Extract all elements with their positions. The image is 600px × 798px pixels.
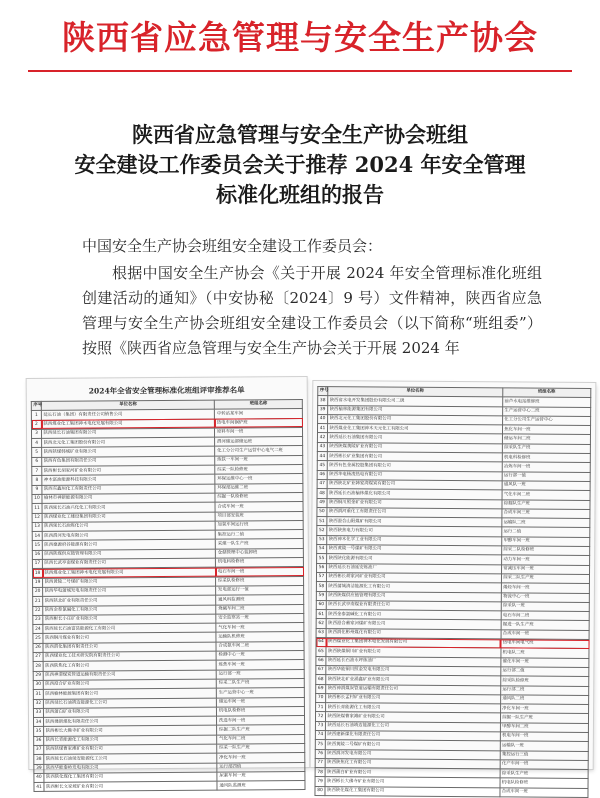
- row-team-name: 综采队生产班: [502, 444, 590, 454]
- header-no: 序号: [318, 387, 328, 396]
- row-number: 60: [316, 600, 326, 609]
- row-unit-name: 陕西彬长孟村矿业有限公司: [326, 693, 501, 704]
- row-unit-name: 陕西澄合董家河煤矿有限公司: [326, 619, 501, 630]
- row-unit-name: 陕西渭河发电有限公司: [325, 749, 500, 760]
- row-number: 32: [33, 699, 43, 708]
- row-team-name: 前芦水电站维修班: [502, 397, 590, 407]
- table-body-right: [315, 396, 591, 798]
- row-unit-name: 陕西延长石油集团有限公司: [41, 428, 214, 439]
- row-unit-name: 陕西陕化煤化工集团有限公司: [325, 786, 500, 797]
- row-number: 68: [316, 675, 326, 684]
- row-unit-name: 陕西陕煤黄陵矿业有限公司: [327, 442, 502, 453]
- row-number: 75: [315, 740, 325, 749]
- header-team: 班组名称: [502, 388, 590, 398]
- row-number: 63: [316, 628, 326, 637]
- row-team-name: 运行部二值: [501, 667, 589, 677]
- row-number: 48: [317, 489, 327, 498]
- row-team-name: 常减压车间一班: [501, 564, 589, 574]
- row-number: 78: [315, 768, 325, 777]
- row-number: 64: [316, 638, 326, 647]
- row-unit-name: 陕西华电杨凌热电有限公司: [327, 470, 502, 481]
- row-number: 17: [32, 559, 42, 568]
- row-number: 43: [317, 442, 327, 451]
- row-number: 20: [33, 587, 43, 596]
- row-team-name: 通风科监测班: [216, 595, 304, 605]
- row-unit-name: 陕西神渭煤炭管道运输有限责任公司: [326, 684, 501, 695]
- row-team-name: 合成车间三班: [502, 509, 590, 519]
- row-team-name: 热电车间锅炉班: [215, 418, 303, 428]
- row-team-name: 洗选车间一班: [217, 716, 305, 726]
- row-team-name: 综采队一班: [501, 602, 589, 612]
- row-number: 29: [33, 671, 43, 680]
- row-team-name: 生产运营中心一班: [217, 688, 305, 698]
- row-team-name: 综采二队生产班: [501, 574, 589, 584]
- row-team-name: 运行二值: [501, 527, 589, 537]
- row-number: 66: [316, 656, 326, 665]
- row-unit-name: 陕西陕北矿业有限责任公司: [43, 595, 216, 606]
- row-number: 44: [317, 452, 327, 461]
- row-number: 30: [33, 680, 43, 689]
- row-unit-name: 陕西金泰氯碱化工有限公司: [326, 610, 501, 621]
- row-unit-name: 陕西延长石油延安能源化工公司: [44, 753, 217, 764]
- row-number: 49: [317, 498, 327, 507]
- row-number: 18: [32, 569, 42, 578]
- row-unit-name: 陕西澄合山阳煤矿有限公司: [327, 517, 502, 528]
- row-number: 26: [33, 643, 43, 652]
- row-unit-name: 陕西陕焦化工有限公司: [325, 758, 500, 769]
- row-team-name: 电石车间二班: [501, 611, 589, 621]
- letterhead-divider: [28, 70, 572, 72]
- row-unit-name: 陕西陕煤曹家滩矿业有限公司: [325, 712, 500, 723]
- row-team-name: 通风队监测班: [217, 781, 305, 791]
- row-unit-name: 陕西彬长矿业集团有限公司: [327, 452, 502, 463]
- row-unit-name: 陕西黄陵二号煤矿有限公司: [43, 577, 216, 588]
- row-team-name: 物流中心一班: [501, 592, 589, 602]
- row-number: 25: [33, 634, 43, 643]
- row-unit-name: 陕西蒲白矿业有限公司: [43, 707, 216, 718]
- row-unit-name: 陕西陕煤韩城矿业有限公司: [42, 447, 215, 458]
- row-unit-name: 陕西华能铜川照金发电有限公司: [326, 666, 501, 677]
- row-number: 42: [317, 433, 327, 442]
- title-line: 标准化班组的报告: [216, 182, 384, 207]
- row-unit-name: 陕西有色金属控股集团有限公司: [327, 461, 502, 472]
- row-unit-name: 陕西陕北矿业韩家湾煤炭有限公司: [327, 480, 502, 491]
- row-unit-name: 陕西渭河重化工有限责任公司: [327, 507, 502, 518]
- row-team-name: 运行部二班: [500, 685, 588, 695]
- letterhead: [0, 0, 600, 76]
- row-unit-name: 陕西陕煤供应链管理有限公司: [326, 591, 501, 602]
- row-team-name: 机电队二班: [501, 648, 589, 658]
- header-team: 班组名称: [215, 400, 303, 410]
- row-team-name: 炼焦车间一班: [217, 660, 305, 670]
- row-number: 65: [316, 647, 326, 656]
- row-team-name: 合成氨车间二班: [216, 641, 304, 651]
- attachment-title: 2024年全省安全管理标准化班组评审推荐名单: [88, 385, 245, 396]
- row-number: 61: [316, 610, 326, 619]
- row-number: 28: [33, 662, 43, 671]
- row-team-name: 焦化车间一班: [502, 425, 590, 435]
- row-unit-name: 陕西煤业化工技术研究院有限责任公司: [43, 651, 216, 662]
- row-number: 7: [32, 466, 42, 475]
- row-team-name: 机电车间一班: [500, 732, 588, 742]
- row-number: 59: [316, 591, 326, 600]
- row-unit-name: 陕西陕焦化工有限公司: [43, 660, 216, 671]
- row-team-name: 渭河储运部储运班: [215, 437, 303, 447]
- row-unit-name: 陕西延长石油集团有限公司: [327, 433, 502, 444]
- row-unit-name: 陕西延长石油炼化公司: [42, 521, 215, 532]
- row-number: 39: [318, 405, 328, 414]
- row-unit-name: 延长石油（集团）有限责任公司销售公司: [41, 409, 214, 420]
- row-number: 50: [317, 507, 327, 516]
- row-team-name: 运行部四值: [217, 762, 305, 772]
- row-number: 41: [34, 783, 44, 792]
- row-number: 31: [33, 690, 43, 699]
- row-number: 54: [317, 545, 327, 554]
- row-team-name: 综采队检修班: [216, 576, 304, 586]
- letterhead-org-name: 陕西省应急管理与安全生产协会: [62, 18, 538, 57]
- row-unit-name: 陕西有色集团有限责任公司: [42, 456, 215, 467]
- row-number: 56: [317, 563, 327, 572]
- salutation: 中国安全生产协会班组安全建设工作委员会：: [82, 237, 383, 255]
- header-unit: 单位名称: [328, 387, 503, 398]
- row-team-name: 综掘二队生产班: [217, 725, 305, 735]
- row-unit-name: 陕西陕煤供应链管理有限公司: [42, 549, 215, 560]
- row-number: 9: [32, 485, 42, 494]
- row-unit-name: 陕西煤业化工建设集团有限公司: [42, 512, 215, 523]
- row-unit-name: 陕西彬长文家坡矿业有限公司: [44, 781, 217, 792]
- row-team-name: 生产运营中心二班: [502, 406, 590, 416]
- row-unit-name: 陕西延长石油兴化化工有限公司: [42, 502, 215, 513]
- row-team-name: 甲醇车间二班: [500, 723, 588, 733]
- row-team-name: 综采二队检修班: [501, 546, 589, 556]
- row-unit-name: 陕西金泰氯碱化工有限公司: [43, 605, 216, 616]
- row-team-name: 机电队检修班: [217, 706, 305, 716]
- row-number: 16: [32, 550, 42, 559]
- table-body-left: [31, 409, 305, 792]
- row-team-name: 掘进一队生产班: [501, 620, 589, 630]
- row-unit-name: 陕西建新煤化有限责任公司: [325, 731, 500, 742]
- row-team-name: 电石车间一班: [216, 567, 304, 577]
- row-team-name: 集控运行二值: [216, 530, 304, 540]
- row-number: 27: [33, 652, 43, 661]
- row-unit-name: 陕西彬长胡家河矿业有限公司: [42, 465, 215, 476]
- row-number: 19: [33, 578, 43, 587]
- row-team-name: 集控运行三值: [500, 750, 588, 760]
- row-unit-name: 陕西蒲城清洁能源化工有限公司: [326, 582, 501, 593]
- row-unit-name: 陕西彬长大佛寺矿业有限公司: [44, 726, 217, 737]
- row-team-name: 运输队机修班: [216, 632, 304, 642]
- row-team-name: 气化车间二班: [217, 734, 305, 744]
- row-number: 2: [31, 420, 41, 429]
- row-team-name: 合成车间一班: [500, 788, 588, 798]
- row-team-name: 运行部一值: [502, 472, 590, 482]
- row-unit-name: 陕西黄陵二号煤矿有限公司: [325, 740, 500, 751]
- row-team-name: 化产车间一班: [500, 760, 588, 770]
- document-title: [0, 120, 600, 210]
- row-number: 40: [34, 773, 44, 782]
- header-unit: 单位名称: [41, 400, 214, 411]
- row-unit-name: 陕西延长石油靖边能源化工公司: [325, 721, 500, 732]
- row-number: 34: [34, 717, 44, 726]
- row-number: 24: [33, 624, 43, 633]
- row-number: 39: [34, 764, 44, 773]
- row-team-name: 烯烃车间一班: [501, 583, 589, 593]
- row-team-name: 原料车间一班: [215, 427, 303, 437]
- row-number: 74: [315, 731, 325, 740]
- row-unit-name: 陕西渭化彬州煤化有限公司: [326, 628, 501, 639]
- row-team-name: 气化车间一班: [216, 623, 304, 633]
- row-number: 38: [318, 396, 328, 405]
- title-line: 陕西省应急管理与安全生产协会班组: [132, 122, 468, 147]
- row-unit-name: 陕西煤业化工集团神木电化发展有限公司: [42, 568, 215, 579]
- row-number: 3: [31, 429, 41, 438]
- row-number: 6: [32, 457, 42, 466]
- row-unit-name: 陕西陕化能源有限公司: [327, 554, 502, 565]
- row-unit-name: 陕西北元化工集团股份有限公司: [42, 437, 215, 448]
- row-number: 22: [33, 606, 43, 615]
- row-team-name: 炼铁一车间一班: [215, 455, 303, 465]
- row-number: 21: [33, 597, 43, 606]
- row-number: 13: [32, 522, 42, 531]
- row-team-name: 烧碱车间二班: [216, 604, 304, 614]
- row-team-name: 运输队一班: [500, 741, 588, 751]
- row-unit-name: 陕西渭河发电有限公司: [42, 530, 215, 541]
- row-number: 11: [32, 504, 42, 513]
- row-unit-name: 陕西神木化学工业有限公司: [327, 535, 502, 546]
- row-unit-name: 陕西长青能源化工有限公司: [326, 703, 501, 714]
- row-number: 5: [32, 448, 42, 457]
- row-team-name: 运输队二班: [502, 518, 590, 528]
- row-number: 53: [317, 535, 327, 544]
- row-unit-name: 陕西延长石油榆林煤化有限公司: [327, 489, 502, 500]
- row-team-name: 通风队一班: [502, 481, 590, 491]
- row-team-name: 安全监察站一班: [216, 613, 304, 623]
- row-number: 36: [34, 736, 44, 745]
- row-team-name: 综掘队生产班: [502, 499, 590, 509]
- row-unit-name: 陕西煤业化工集团神木天元化工有限公司: [327, 424, 502, 435]
- recommendation-table-left: [31, 399, 306, 792]
- row-team-name: 运行部一班: [217, 669, 305, 679]
- row-number: 58: [316, 582, 326, 591]
- document-body: [82, 234, 542, 361]
- row-unit-name: 陕西延长石油富县能源化工有限公司: [43, 623, 216, 634]
- row-team-name: 仓储管理中心装卸班: [216, 548, 304, 558]
- row-number: 33: [33, 708, 43, 717]
- row-number: 73: [315, 721, 325, 730]
- row-number: 47: [317, 480, 327, 489]
- row-team-name: 冶炼车间一班: [502, 462, 590, 472]
- row-number: 40: [318, 414, 328, 423]
- row-team-name: 机电队检修班: [500, 778, 588, 788]
- row-unit-name: 陕西榆林能源集团有限公司: [328, 405, 503, 416]
- row-number: 57: [316, 572, 326, 581]
- row-team-name: 化工分公司生产运营中心: [502, 416, 590, 426]
- row-unit-name: 陕西陕化煤化工集团有限公司: [44, 772, 217, 783]
- row-unit-name: 陕西彬长胡家河矿业有限公司: [326, 573, 501, 584]
- row-unit-name: 陕西煤业化工集团神木电化发展有限公司: [41, 419, 214, 430]
- row-unit-name: 陕西澄合矿业有限公司: [43, 679, 216, 690]
- row-number: 15: [32, 541, 42, 550]
- row-unit-name: 榆林市神新能源有限公司: [42, 493, 215, 504]
- row-number: 37: [34, 745, 44, 754]
- row-number: 51: [317, 517, 327, 526]
- row-team-name: 综掘一队检修班: [215, 493, 303, 503]
- row-unit-name: 陕西蒲白矿业有限公司: [325, 768, 500, 779]
- row-number: 72: [315, 712, 325, 721]
- title-line: 安全建设工作委员会关于推荐 2024 年安全管理: [74, 152, 526, 177]
- row-team-name: 催化车间一班: [501, 657, 589, 667]
- row-unit-name: 陕西华电蒲城发电有限责任公司: [43, 586, 216, 597]
- row-number: 69: [316, 684, 326, 693]
- row-number: 76: [315, 749, 325, 758]
- row-number: 70: [316, 693, 326, 702]
- row-number: 77: [315, 758, 325, 767]
- row-unit-name: 陕西彬长大佛寺矿业有限公司: [325, 777, 500, 788]
- row-number: 35: [34, 727, 44, 736]
- row-unit-name: 陕西长武亭南煤业有限责任公司: [42, 558, 215, 569]
- row-unit-name: 陕西省水电开发集团股份有限公司二级: [328, 396, 503, 407]
- row-number: 38: [34, 755, 44, 764]
- row-team-name: 发电部运行一值: [216, 585, 304, 595]
- row-unit-name: 陕西榆林能源集团有限公司: [43, 688, 216, 699]
- attachment-sheet-left: [27, 377, 310, 790]
- row-team-name: 机电科检修班: [216, 558, 304, 568]
- row-team-name: 综采队生产班: [500, 769, 588, 779]
- row-unit-name: 陕西陕煤曹家滩矿业有限公司: [44, 744, 217, 755]
- row-number: 23: [33, 615, 43, 624]
- row-number: 55: [317, 554, 327, 563]
- recommendation-table-right: [314, 386, 591, 798]
- row-unit-name: 陕西建新煤化有限责任公司: [44, 716, 217, 727]
- row-team-name: 储运车间二班: [502, 434, 590, 444]
- row-team-name: 热电车间电气班: [501, 639, 589, 649]
- row-team-name: 采煤一队生产班: [216, 539, 304, 549]
- header-no: 序号: [31, 401, 41, 410]
- row-unit-name: 陕西北元化工集团股份有限公司: [328, 415, 503, 426]
- row-team-name: 综掘一队生产班: [500, 713, 588, 723]
- row-unit-name: 陕西长武亭南煤业有限责任公司: [326, 600, 501, 611]
- row-unit-name: 陕西延长石油延安炼油厂: [327, 563, 502, 574]
- row-number: 4: [32, 439, 42, 448]
- row-team-name: 尿素车间一班: [217, 771, 305, 781]
- body-paragraph: 根据中国安全生产协会《关于开展 2024 年安全管理标准化班组创建活动的通知》（中安协秘〔2024〕9 号）文件精神，陕西省应急管理与安全生产协会班组安全建设工作委员会（以下简称“班组委”）按照《陕西省应急管理与安全生产协会关于开展 2024 年: [82, 264, 542, 357]
- row-team-name: 甲醇车间一班: [501, 537, 589, 547]
- row-team-name: 综采一队检修班: [215, 465, 303, 475]
- row-team-name: 气化车间二班: [502, 490, 590, 500]
- row-unit-name: 陕西陕焦电力有限公司: [327, 526, 502, 537]
- row-team-name: 综采二队生产班: [217, 678, 305, 688]
- row-unit-name: 陕西陕北矿业涌鑫矿业有限公司: [326, 675, 501, 686]
- row-team-name: 中转站某车间: [215, 409, 303, 419]
- row-team-name: 合成车间一班: [501, 630, 589, 640]
- row-unit-name: 陕西延长石油永坪炼油厂: [326, 656, 501, 667]
- row-number: 12: [32, 513, 42, 522]
- row-team-name: 化工分公司生产运营中心电气二班: [215, 446, 303, 456]
- row-team-name: 净化车间一班: [217, 753, 305, 763]
- row-team-name: 机电科检修班: [502, 453, 590, 463]
- row-unit-name: 神木富油能源科技有限公司: [42, 475, 215, 486]
- row-team-name: 综采队检修班: [500, 676, 588, 686]
- table-row: [315, 786, 588, 797]
- row-team-name: 净化车间一班: [500, 704, 588, 714]
- row-number: 52: [317, 526, 327, 535]
- row-number: 80: [315, 786, 325, 795]
- row-number: 62: [316, 619, 326, 628]
- row-team-name: 通风队二班: [500, 695, 588, 705]
- row-unit-name: 陕西延长石油靖边能源化工公司: [43, 698, 216, 709]
- row-unit-name: 陕西渭化集团有限责任公司: [43, 642, 216, 653]
- row-team-name: 加氢车间运行班: [216, 520, 304, 530]
- row-unit-name: 陕西铜川照金矿业有限公司: [327, 498, 502, 509]
- row-team-name: 合成车间一班: [215, 502, 303, 512]
- row-unit-name: 陕西神渭煤炭管道运输有限责任公司: [43, 670, 216, 681]
- row-unit-name: 陕西煤业化工集团神木电化发展有限公司: [326, 638, 501, 649]
- row-unit-name: 陕西陕煤铜川矿业有限公司: [326, 647, 501, 658]
- row-team-name: 检测中心一班: [216, 651, 304, 661]
- attachment-sheet-right: [311, 381, 596, 795]
- row-number: 45: [317, 461, 327, 470]
- row-number: 10: [32, 494, 42, 503]
- row-team-name: 储运车间一班: [217, 697, 305, 707]
- row-number: 41: [317, 424, 327, 433]
- row-team-name: 环保运维中心一班: [215, 474, 303, 484]
- table-row: [34, 781, 305, 792]
- row-unit-name: 陕西彬长小庄矿业有限公司: [43, 614, 216, 625]
- row-number: 79: [315, 777, 325, 786]
- row-unit-name: 陕西铜川煤业有限公司: [43, 633, 216, 644]
- row-number: 71: [316, 703, 326, 712]
- row-unit-name: 陕西长青能源化工有限公司: [44, 735, 217, 746]
- row-team-name: 环保部运维二班: [215, 483, 303, 493]
- row-team-name: 项目部安装班: [216, 511, 304, 521]
- row-number: 8: [32, 476, 42, 485]
- row-number: 67: [316, 665, 326, 674]
- row-number: 46: [317, 470, 327, 479]
- row-unit-name: 陕西黄陵一号煤矿有限公司: [327, 545, 502, 556]
- row-number: 1: [31, 411, 41, 420]
- row-team-name: 动力车间一班: [501, 555, 589, 565]
- row-unit-name: 陕西东鑫垣化工有限责任公司: [42, 484, 215, 495]
- row-team-name: 综采一队生产班: [217, 744, 305, 754]
- row-unit-name: 陕西华能秦岭发电有限公司: [44, 763, 217, 774]
- row-unit-name: 陕西德源府谷能源有限公司: [42, 540, 215, 551]
- row-number: 14: [32, 532, 42, 541]
